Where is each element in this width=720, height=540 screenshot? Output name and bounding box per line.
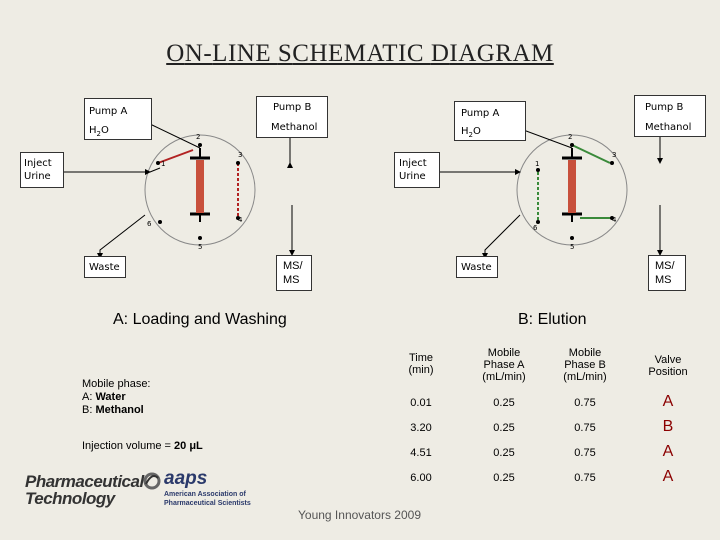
urine-label: Urine [399, 171, 426, 182]
mode-label-a: A: Loading and Washing [113, 311, 287, 328]
column-a [196, 160, 204, 213]
column-b [568, 160, 576, 213]
port-2: 2 [568, 133, 573, 141]
page-title: ON-LINE SCHEMATIC DIAGRAM [166, 40, 554, 67]
inject-box-b [394, 152, 440, 188]
aaps-logo-graphic [145, 474, 159, 488]
port-4: 4 [612, 216, 617, 224]
aaps-subtitle: American Association of Pharmaceutical Scientists [164, 491, 251, 507]
table-cell: 6.00 [410, 472, 432, 484]
port-3: 3 [612, 151, 617, 159]
table-cell: 0.25 [493, 422, 515, 434]
methanol-label: Methanol [645, 122, 692, 133]
inject-label: Inject [399, 158, 427, 169]
ms-box-a [276, 255, 312, 291]
table-header: Time (min) [408, 352, 434, 376]
port-6: 6 [147, 220, 152, 228]
table-cell: 0.75 [574, 447, 596, 459]
table-header: Mobile Phase A (mL/min) [482, 347, 526, 383]
urine-label: Urine [24, 171, 51, 182]
injection-volume: Injection volume = 20 μL [82, 440, 203, 452]
pump-a-label: Pump A [461, 108, 500, 119]
pump-a-label: Pump A [89, 106, 128, 117]
table-cell: 0.25 [493, 472, 515, 484]
table-cell: 0.75 [574, 472, 596, 484]
waste-line-a [100, 215, 145, 258]
phase-a-line: A: Water [82, 391, 126, 403]
waste-label: Waste [461, 262, 492, 273]
valve-position: B [662, 418, 674, 435]
inject-box-a [20, 152, 64, 188]
port-4: 4 [238, 216, 243, 224]
h2o-label: $H_2O$ [461, 126, 481, 139]
inject-label: Inject [24, 158, 52, 169]
ms-line2: MS [283, 274, 300, 286]
waste-box-b [456, 256, 498, 278]
pump-a-box-b [454, 101, 526, 141]
table-header: Valve Position [648, 354, 688, 378]
mobile-phase-heading: Mobile phase: [82, 378, 151, 390]
h2o-label: $H_2O$ [89, 125, 109, 138]
waste-label: Waste [89, 262, 120, 273]
table-cell: 3.20 [410, 422, 432, 434]
port-1: 1 [535, 160, 540, 168]
table-cell: 0.75 [574, 397, 596, 409]
valve-position: A [662, 443, 674, 460]
valve-position: A [662, 393, 674, 410]
diagram-a-graphics [60, 124, 292, 258]
pharmaceutical-technology-logo: Pharmaceutical Technology [25, 472, 144, 508]
diagram-b-graphics [430, 125, 660, 258]
ms-line2: MS [655, 274, 672, 286]
green-path-b2 [572, 145, 610, 163]
ms-box-b [648, 255, 686, 291]
pump-b-label: Pump B [645, 102, 684, 113]
aaps-logo: aaps [164, 468, 208, 489]
port-1: 1 [161, 160, 166, 168]
port-5: 5 [570, 243, 575, 251]
ms-line1: MS/ [655, 260, 675, 272]
phase-b-line: B: Methanol [82, 404, 144, 416]
pump-a-box-a [84, 98, 152, 140]
mobile-phase-info [82, 378, 151, 417]
mode-label-b: B: Elution [518, 311, 587, 328]
port-2: 2 [196, 133, 201, 141]
port-5: 5 [198, 243, 203, 251]
table-header: Mobile Phase B (mL/min) [563, 347, 607, 383]
valve-position: A [662, 468, 674, 485]
footer-text: Young Innovators 2009 [298, 508, 421, 522]
table-cell: 0.75 [574, 422, 596, 434]
table-cell: 0.25 [493, 397, 515, 409]
port-3: 3 [238, 151, 243, 159]
table-cell: 0.01 [410, 397, 432, 409]
table-cell: 0.25 [493, 447, 515, 459]
waste-line-b [485, 215, 520, 258]
methanol-label: Methanol [271, 122, 318, 133]
pump-b-label: Pump B [273, 102, 312, 113]
waste-box-a [84, 256, 126, 278]
pump-b-box-a [256, 96, 328, 138]
table-cell: 4.51 [410, 447, 432, 459]
ms-line1: MS/ [283, 260, 303, 272]
pump-b-box-b [634, 95, 706, 137]
port-6: 6 [533, 224, 538, 232]
